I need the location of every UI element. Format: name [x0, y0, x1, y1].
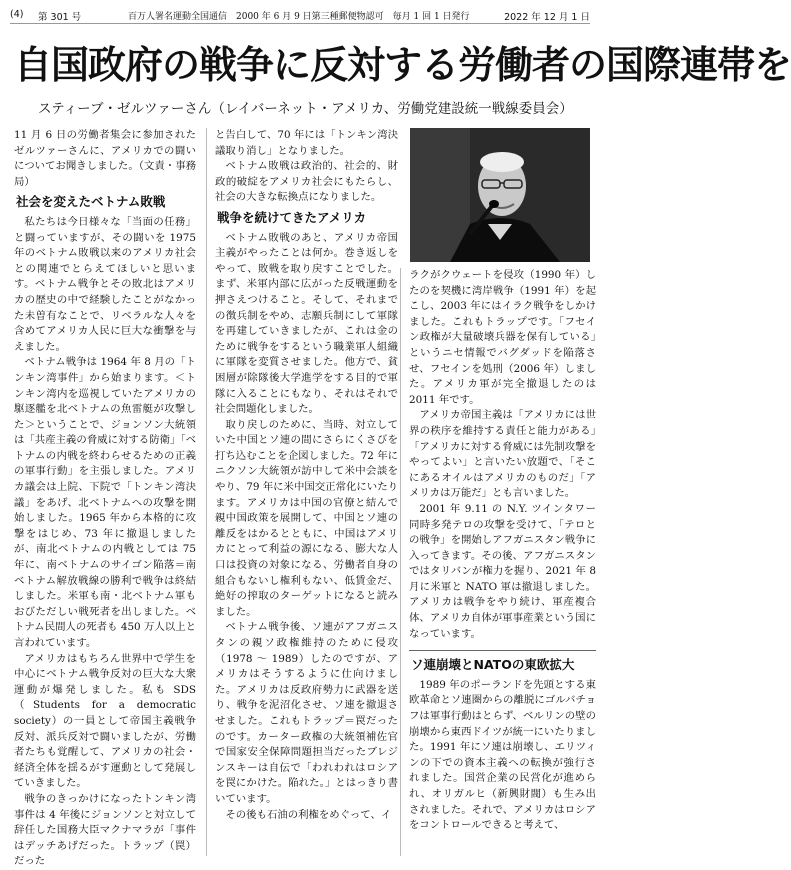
paragraph: 1989 年のポーランドを先頭とする東欧革命とソ連圏からの離脱にゴルバチョフは軍事行動はとらず、ベルリンの壁の崩壊から東西ドイツが統一にいたりました。1991 年にソ連は崩壊し、エリツィンの下での資本主義への転換が強行されました。国営企業の民営化が進められ、オリガルヒ（新興財閥）も生み出されました。それで、アメリカはロシアをコントロールできると考えて、: [409, 678, 596, 832]
masthead: [10, 6, 590, 24]
speaker-photo: [410, 128, 590, 262]
paragraph: ラクがクウェートを侵攻（1990 年）したのを契機に湾岸戦争（1991 年）を起こし、2003 年にはイラク戦争をしかけました。これもトラップです。「フセイン政権が大量破壊兵器を保有している」というニセ情報でバグダッドを陥落させ、フセインを処刑（2006 年）しました。アメリカ軍が完全撤退したのは 2011 年です。: [409, 269, 596, 406]
paragraph: ベトナム敗戦は政治的、社会的、財政的破綻をアメリカ社会にもたらし、社会の大きな転換点になりました。: [215, 160, 398, 204]
issue-date: 2022 年 12 月 1 日: [504, 12, 590, 23]
publication-info: 百万人署名運動全国通信 2000 年 6 月 9 日第三種郵便物認可 毎月 1 回 1 日発行: [128, 12, 470, 22]
page-number: (4): [10, 9, 24, 20]
paragraph: と告白して、70 年には「トンキン湾決議取り消し」となりました。: [215, 129, 398, 157]
section-heading: 社会を変えたベトナム敗戦: [16, 194, 166, 210]
headline: 自国政府の戦争に反対する労働者の国際連帯を: [14, 43, 791, 87]
paragraph: 2001 年 9.11 の N.Y. ツインタワー同時多発テロの攻撃を受けて、「テロとの戦争」を開始しアフガニスタン戦争に入ってきます。その後、アフガニスタンではタリバンが権力を握り、2021 年 8 月に米軍と NATO 軍は撤退しました。アメリカは戦争をやり続け、軍産複合体、アメリカ自体が軍事産業という国になっています。: [409, 502, 596, 640]
paragraph: アメリカはもちろん世界中で学生を中心にベトナム戦争反対の巨大な大衆運動が爆発しました。私も SDS（Students for a democratic society）の一員として帝国主義戦争反対、派兵反対で闘いましたが、労働者たちも覚醒して、アメリカの社会・経済全体を揺るがす運動として発展していきました。: [14, 652, 196, 790]
intro-text: 11 月 6 日の労働者集会に参加されたゼルツァーさんに、アメリカでの闘いについてお聞きしました。（文責・事務局）: [14, 129, 196, 188]
paragraph: アメリカ帝国主義は「アメリカには世界の秩序を維持する責任と能力がある」「アメリカに対する脅威には先制攻撃をやってよい」と言いたい放題で、「そこにあるオイルはアメリカのものだ」「アメリカは万能だ」とも言いました。: [409, 409, 596, 500]
section-heading: 戦争を続けてきたアメリカ: [217, 209, 367, 225]
paragraph: ベトナム戦争後、ソ連がアフガニスタンの親ソ政権維持のために侵攻（1978 ～ 1989）したのですが、アメリカはそうするように仕向けました。アメリカは反政府勢力に武器を送り、戦争を泥沼化させ、ソ連を撤退させました。これもトラップ＝罠だったのです。カーター政権の大統領補佐官で国家安全保障問題担当だったブレジンスキーは自伝で「われわれはロシアを罠にかけた。陥れた。」とはっきり書いています。: [215, 621, 398, 805]
paragraph: ベトナム敗戦のあと、アメリカ帝国主義がやったことは何か。巻き返しをやって、敗戦を取り戻すことでした。まず、米軍内部に広がった反戦運動を押さえつけること。そして、それまでの徴兵制をやめ、志願兵制にして軍隊を再建していきましたが、これは金のために戦争をするという職業軍人組織に軍隊を変質させました。他方で、貧困層が除隊後大学進学をする目的で軍隊に入ることにもなり、それはそれで社会問題化しました。: [215, 231, 398, 416]
paragraph: ベトナム戦争は 1964 年 8 月の「トンキン湾事件」から始まります。＜トンキン湾内を巡視していたアメリカの駆逐艦を北ベトナムの魚雷艇が攻撃した＞ということで、ジョンソン大統領は「共産主義の脅威に対する防衛」「ベトナムの内戦を終わらせるための正義の軍事行動」を主張しました。アメリカ議会は上院、下院で「トンキン湾決議」をあげ、北ベトナムへの攻撃を開始しました。1965 年から本格的に攻撃をはじめ、73 年に撤退しましたが、南北ベトナムの内戦としては 75 年に、南ベトナムのサイゴン陥落＝南ベトナム解放戦線の勝利で戦争は終結しました。米軍も南・北ベトナム軍もおびただしい戦死者を出しました。ベトナム民間人の死者も 450 万人以上と言われています。: [14, 356, 196, 649]
issue-number: 第 301 号: [38, 12, 82, 23]
paragraph: 私たちは今日様々な「当面の任務」と闘っていますが、その闘いを 1975 年のベトナム敗戦以来のアメリカ社会との関連でとらえてほしいと思います。ベトナム戦争とその敗北はアメリカの歴史の中で経験したことがなかった未曽有なことで、リベラルな人々を含めてアメリカ人民に巨大な衝撃を与えました。: [14, 215, 196, 353]
speaker-byline: スティーブ・ゼルツァーさん（レイバーネット・アメリカ、労働党建設統一戦線委員会）: [38, 101, 573, 117]
column-2: [206, 128, 398, 856]
paragraph: 戦争のきっかけになったトンキン湾事件は 4 年後にジョンソンと対立して辞任した国務大臣マクナマラが「事件はデッチあげだった。トラップ（罠）だった: [14, 792, 196, 868]
paragraph: 取り戻しのために、当時、対立していた中国とソ連の間にさらにくさびを打ち込むことを企図しました。72 年にニクソン大統領が訪中して米中会談をやり、79 年に米中国交正常化にいたります。アメリカは中国の官僚と結んで親中国政策を展開して、中国とソ連の離反をはかるとともに、中国はアメリカにとって利益の源になる、膨大な人口は投資の対象になる、労働者自身の組合もないし権利もない、低賃金だ、絶好の搾取のターゲットになると読みました。: [215, 418, 398, 618]
column-3: [400, 268, 596, 856]
paragraph: その後も石油の利権をめぐって、イ: [225, 808, 392, 821]
speaker-photo-icon: [410, 128, 590, 262]
column-1: [14, 128, 196, 868]
section-heading: ソ連崩壊とNATOの東欧拡大: [409, 650, 596, 673]
